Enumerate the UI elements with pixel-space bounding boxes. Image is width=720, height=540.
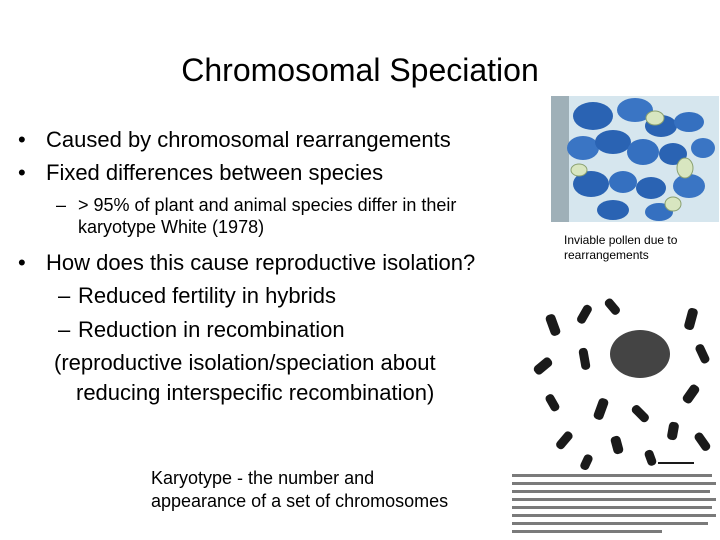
pollen-grain — [627, 139, 659, 165]
chromosome — [683, 307, 698, 331]
bullet-text: Fixed differences between species — [46, 160, 384, 185]
chromosome — [578, 347, 591, 370]
karyotype-line: appearance of a set of chromosomes — [151, 491, 449, 511]
dash-glyph: – — [58, 283, 71, 308]
slide-title: Chromosomal Speciation — [181, 52, 539, 88]
pollen-grain — [595, 130, 631, 154]
chromosome — [579, 453, 594, 471]
sub-point-text: Reduced fertility in hybrids — [78, 283, 337, 308]
figure-legend-line — [512, 506, 712, 509]
bullet-glyph: • — [18, 250, 26, 275]
pollen-grain — [691, 138, 715, 158]
figure-legend-line — [512, 514, 716, 517]
dash-glyph: – — [58, 317, 71, 342]
paren-note-line: reducing interspecific recombination) — [76, 380, 435, 405]
sub-point-text: Reduction in recombination — [78, 317, 345, 342]
figure-legend-line — [512, 522, 708, 525]
karyotype-definition — [151, 467, 491, 513]
chromosome — [693, 431, 712, 453]
pollen-caption — [564, 233, 714, 263]
bullet-glyph: • — [18, 127, 26, 152]
bullet-text: How does this cause reproductive isolation? — [46, 250, 476, 275]
pollen-grain — [674, 112, 704, 132]
figure-legend-line — [512, 482, 716, 485]
chromosome — [694, 343, 711, 365]
figure-legend-line — [512, 474, 712, 477]
figure-legend-area — [508, 470, 720, 540]
chromosome — [667, 421, 680, 440]
chromosome — [555, 430, 575, 451]
pollen-grain — [597, 200, 629, 220]
pollen-caption-line: rearrangements — [564, 248, 649, 262]
scale-bar — [658, 462, 694, 464]
figure-legend-line — [512, 498, 716, 501]
chromosome — [630, 403, 651, 424]
bullet-text: Caused by chromosomal rearrangements — [46, 127, 451, 152]
sub-bullet-line: karyotype White (1978) — [78, 217, 265, 237]
chromosome — [544, 393, 561, 413]
bullet-glyph: • — [18, 160, 26, 185]
inviable-pollen-grain — [665, 197, 681, 211]
sub-bullet-line: > 95% of plant and animal species differ in their — [78, 195, 457, 215]
nucleus — [610, 330, 670, 378]
pollen-grain — [567, 136, 599, 160]
chromosome — [610, 435, 624, 455]
pollen-vignette — [551, 96, 569, 222]
chromosome — [576, 303, 594, 325]
chromosome — [545, 313, 562, 337]
pollen-micrograph — [551, 96, 719, 222]
metaphase-chromosome-figure — [508, 286, 720, 540]
paren-note-line: (reproductive isolation/speciation about — [54, 350, 436, 375]
chromosome — [532, 356, 554, 377]
pollen-grain — [609, 171, 637, 193]
pollen-grain — [673, 174, 705, 198]
chromosome-spread — [508, 286, 720, 540]
pollen-caption-line: Inviable pollen due to — [564, 233, 678, 247]
figure-legend-line — [512, 490, 710, 493]
inviable-pollen-grain — [677, 158, 693, 178]
chromosome — [603, 297, 621, 317]
chromosome — [681, 383, 701, 405]
chromosome — [593, 397, 610, 421]
karyotype-line: Karyotype - the number and — [151, 468, 375, 488]
chromosome — [644, 449, 658, 467]
pollen-grain — [636, 177, 666, 199]
inviable-pollen-grain — [571, 164, 587, 176]
figure-legend-line — [512, 530, 662, 533]
dash-glyph: – — [56, 195, 67, 215]
pollen-grain — [573, 102, 613, 130]
inviable-pollen-grain — [646, 111, 664, 125]
pollen-image — [551, 96, 719, 222]
